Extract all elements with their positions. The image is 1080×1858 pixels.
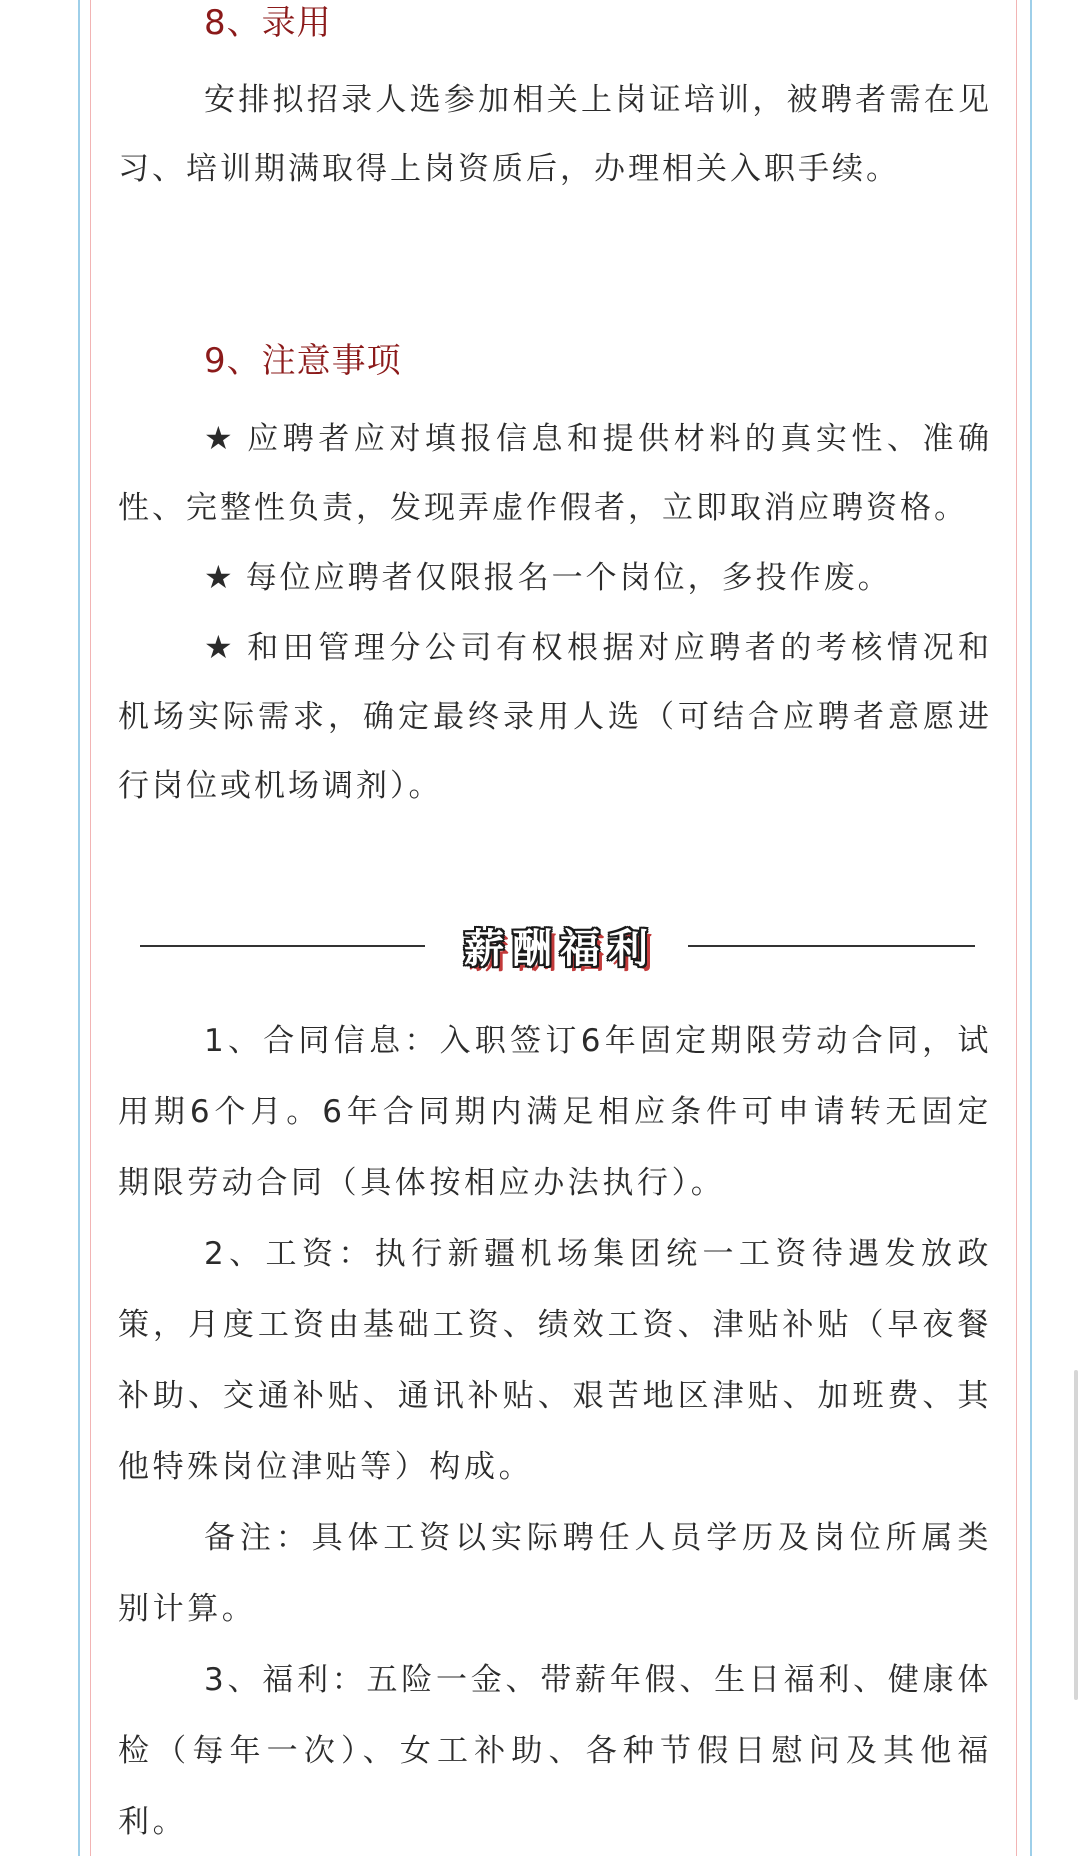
section-divider [140, 915, 975, 975]
benefit-contract: 1、合同信息：入职签订6年固定期限劳动合同，试用期6个月。6年合同期内满足相应条件可申请转无固定期限劳动合同（具体按相应办法执行）。 [118, 1023, 992, 1201]
star-icon: ★ [204, 628, 238, 666]
section-8 [118, 0, 992, 204]
divider-line-left [140, 945, 425, 947]
divider-title: 薪酬福利 [464, 926, 656, 972]
notice-item-3-text: 和田管理分公司有权根据对应聘者的考核情况和机场实际需求，确定最终录用人选（可结合应聘者意愿进行岗位或机场调剂）。 [118, 630, 993, 804]
divider-line-right [688, 945, 975, 947]
notice-item-1 [118, 404, 992, 543]
star-icon: ★ [204, 419, 238, 457]
section-9 [118, 338, 992, 821]
section-8-paragraph: 安排拟招录人选参加相关上岗证培训，被聘者需在见习、培训期满取得上岗资质后，办理相关入职手续。 [118, 82, 992, 187]
notice-item-2-text: 每位应聘者仅限报名一个岗位，多投作废。 [245, 560, 892, 596]
star-icon: ★ [204, 558, 236, 596]
notice-item-2 [118, 543, 992, 613]
section-9-heading: 9、注意事项 [204, 341, 402, 381]
frame-line-right-inner [1016, 0, 1017, 1856]
frame-line-right-outer [1030, 0, 1032, 1856]
frame-line-left-outer [78, 0, 80, 1856]
benefit-welfare: 3、福利：五险一金、带薪年假、生日福利、健康体检（每年一次）、女工补助、各种节假日慰问及其他福利。 [118, 1662, 992, 1840]
benefit-salary-note: 备注：具体工资以实际聘任人员学历及岗位所属类别计算。 [118, 1520, 992, 1627]
benefit-salary: 2、工资：执行新疆机场集团统一工资待遇发放政策，月度工资由基础工资、绩效工资、津贴补贴（早夜餐补助、交通补贴、通讯补贴、艰苦地区津贴、加班费、其他特殊岗位津贴等）构成。 [118, 1236, 992, 1485]
notice-item-3 [118, 613, 992, 821]
frame-line-left-inner [90, 0, 91, 1856]
benefits-section [118, 1006, 992, 1858]
scrollbar[interactable] [1074, 1370, 1078, 1700]
section-8-heading: 8、录用 [204, 3, 332, 43]
notice-item-1-text: 应聘者应对填报信息和提供材料的真实性、准确性、完整性负责，发现弄虚作假者，立即取消应聘资格。 [118, 421, 993, 526]
